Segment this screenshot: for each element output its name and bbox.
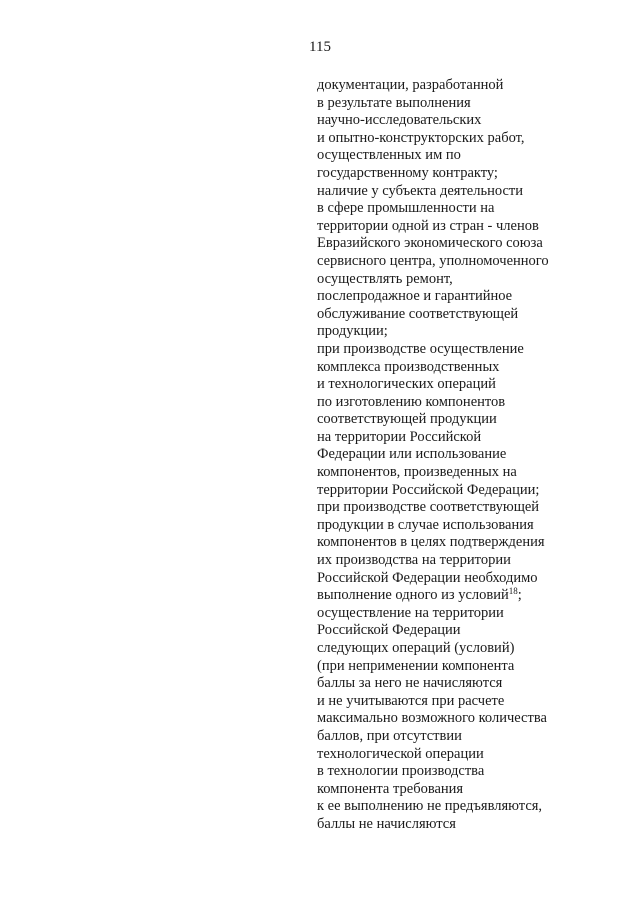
text-line: Евразийского экономического союза [317,235,543,252]
text-line: осуществлять ремонт, [317,270,453,287]
text-line: научно-исследовательских [317,112,482,129]
text-line: при производстве осуществление [317,340,524,357]
text-line: максимально возможного количества [317,710,547,727]
text-line: территории Российской Федерации; [317,481,540,498]
text-line: в сфере промышленности на [317,200,495,217]
text-line: их производства на территории [317,552,511,569]
text-line: и не учитываются при расчете [317,692,505,709]
text-line: технологической операции [317,745,484,762]
text-line: государственному контракту; [317,164,498,181]
text-line: баллы за него не начисляются [317,675,503,692]
text-line-with-footnote [317,587,617,605]
text-line: осуществленных им по [317,147,461,164]
footnote-reference[interactable]: 18 [508,586,518,597]
text-line: и технологических операций [317,376,496,393]
text-line: при производстве соответствующей [317,499,540,516]
text-line: Российской Федерации необходимо [317,569,538,586]
text-line: сервисного центра, уполномоченного [317,252,549,269]
text-fragment: ; [517,587,522,604]
page-number: 115 [309,39,331,55]
text-line: следующих операций (условий) [317,640,515,656]
text-fragment: выполнение одного из условий [317,587,509,604]
text-line: послепродажное и гарантийное [317,288,513,305]
text-line: продукции; [317,323,388,340]
text-line: соответствующей продукции [317,411,497,428]
text-line: в технологии производства [317,763,485,780]
text-line: по изготовлению компонентов [317,393,506,410]
text-line: (при неприменении компонента [317,657,515,674]
body-text [317,77,617,834]
text-line: осуществление на территории [317,604,504,621]
text-line: и опытно-конструкторских работ, [317,129,525,146]
text-line: к ее выполнению не предъявляются, [317,798,543,815]
text-line: продукции в случае использования [317,516,534,533]
text-line: на территории Российской [317,428,482,445]
text-line: баллы не начисляются [317,815,456,832]
text-line: баллов, при отсутствии [317,727,462,744]
text-line: Российской Федерации [317,622,461,639]
text-line: документации, разработанной [317,77,504,93]
text-line: обслуживание соответствующей [317,305,519,322]
text-line: Федерации или использование [317,446,507,463]
text-line: в результате выполнения [317,94,471,111]
text-line: компонента требования [317,780,464,797]
text-line: комплекса производственных [317,358,500,375]
text-line: наличие у субъекта деятельности [317,182,523,199]
text-line: компонентов в целях подтверждения [317,534,545,551]
text-line: компонентов, произведенных на [317,464,517,481]
text-line: территории одной из стран - членов [317,217,539,234]
